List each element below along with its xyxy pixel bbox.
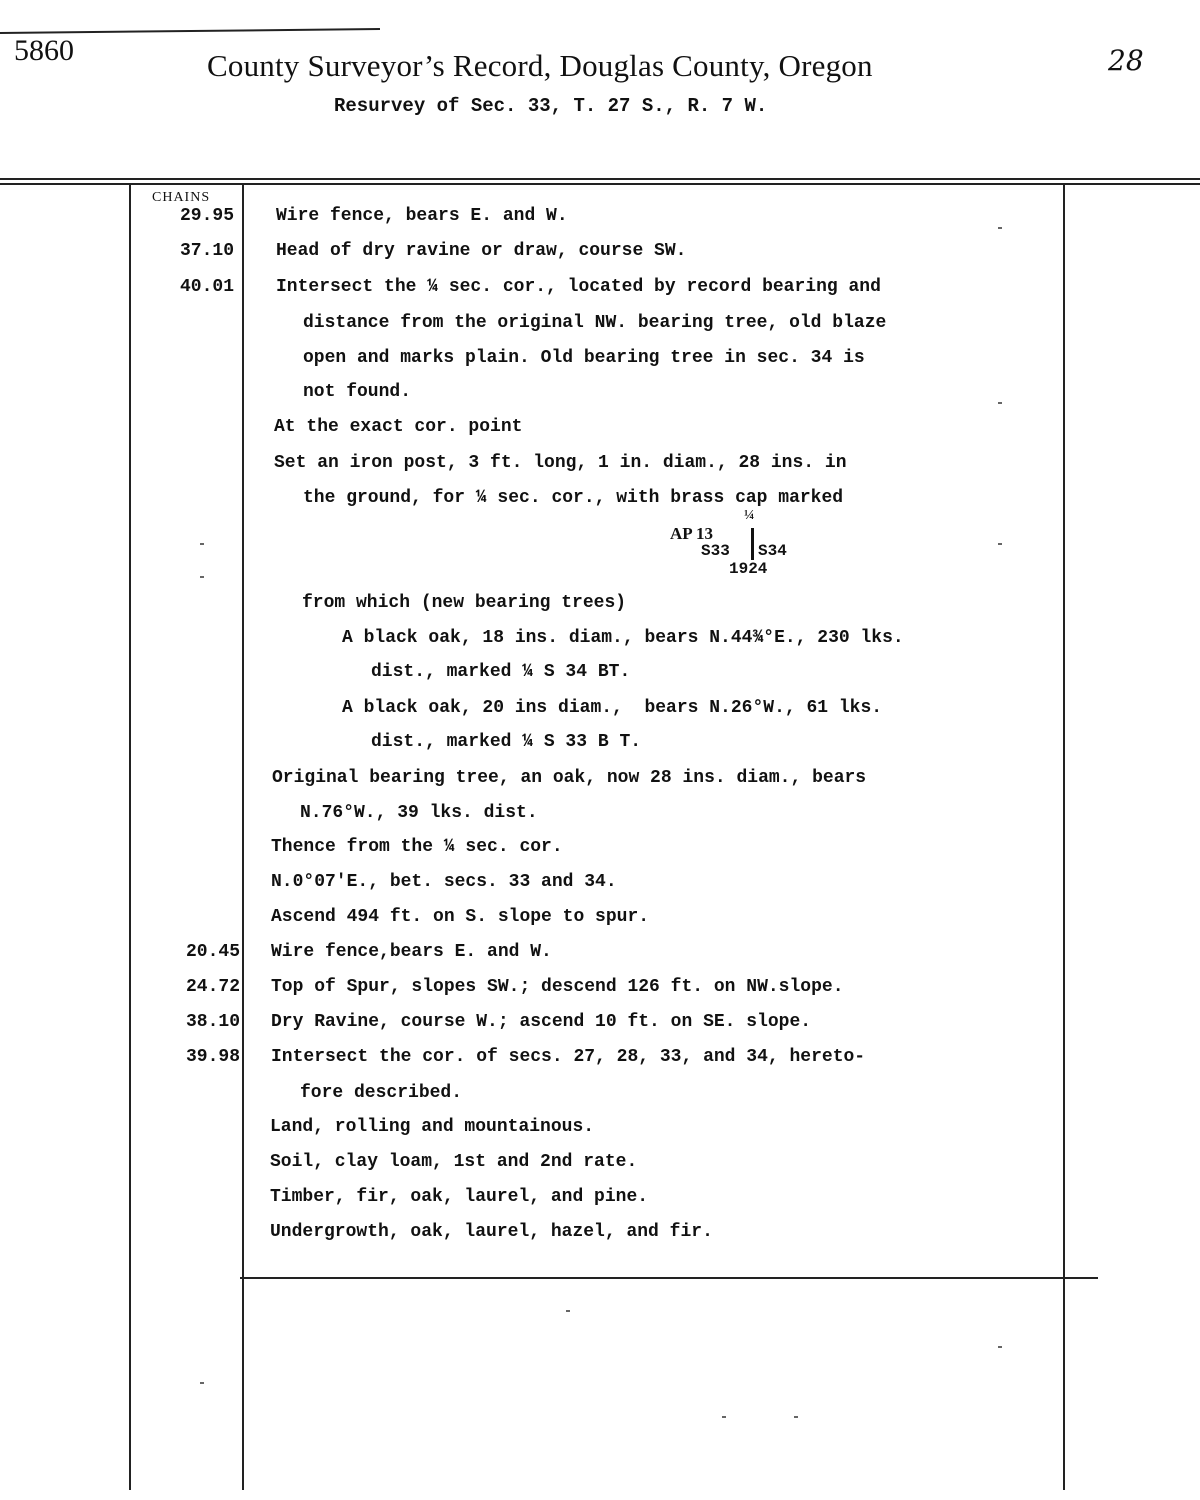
- header-rule-top: [0, 178, 1200, 180]
- record-line: A black oak, 20 ins diam., bears N.26°W., 61 lks.: [342, 698, 883, 718]
- record-line: Wire fence, bears E. and W.: [276, 206, 568, 226]
- record-line: Land, rolling and mountainous.: [270, 1117, 595, 1137]
- section-end-rule: [240, 1277, 1098, 1279]
- brass-cap-stem: [751, 528, 754, 560]
- record-line: N.76°W., 39 lks. dist.: [300, 803, 538, 823]
- record-line: Thence from the ¼ sec. cor.: [271, 837, 563, 857]
- record-line: from which (new bearing trees): [302, 593, 627, 613]
- brass-cap-quarter: ¼: [744, 508, 755, 523]
- record-line: A black oak, 18 ins. diam., bears N.44¾°E., 230 lks.: [342, 628, 904, 648]
- chain-value: 39.98: [185, 1047, 240, 1067]
- record-line: Intersect the cor. of secs. 27, 28, 33, and 34, hereto-: [271, 1047, 866, 1067]
- chain-value: 29.95: [179, 206, 234, 226]
- column-rule-middle: [242, 184, 244, 1490]
- page-subtitle: Resurvey of Sec. 33, T. 27 S., R. 7 W.: [334, 95, 768, 117]
- chains-column-header: CHAINS: [152, 190, 211, 205]
- paper-speck: [722, 1416, 726, 1418]
- chain-value: 40.01: [179, 277, 234, 297]
- paper-speck: [200, 543, 204, 545]
- paper-speck: [998, 402, 1002, 404]
- header-rule-bottom: [0, 183, 1200, 185]
- record-line: Soil, clay loam, 1st and 2nd rate.: [270, 1152, 638, 1172]
- chain-value: 38.10: [185, 1012, 240, 1032]
- chain-value: 37.10: [179, 241, 234, 261]
- page-number: 28: [1108, 44, 1144, 77]
- record-line: Wire fence,bears E. and W.: [271, 942, 552, 962]
- paper-speck: [566, 1310, 570, 1312]
- chain-value: 24.72: [185, 977, 240, 997]
- record-line: Undergrowth, oak, laurel, hazel, and fir.: [270, 1222, 713, 1242]
- paper-speck: [794, 1416, 798, 1418]
- record-line: dist., marked ¼ S 33 B T.: [371, 732, 642, 752]
- column-rule-left: [129, 184, 131, 1490]
- brass-cap-right: S34: [758, 542, 787, 560]
- paper-speck: [998, 543, 1002, 545]
- record-line: not found.: [303, 382, 412, 402]
- paper-speck: [200, 1382, 204, 1384]
- record-line: Original bearing tree, an oak, now 28 ins. diam., bears: [272, 768, 867, 788]
- brass-cap-line1: AP 13: [670, 524, 713, 543]
- record-line: Top of Spur, slopes SW.; descend 126 ft. on NW.slope.: [271, 977, 844, 997]
- document-number: 5860: [14, 34, 74, 67]
- paper-speck: [998, 1346, 1002, 1348]
- record-line: Set an iron post, 3 ft. long, 1 in. diam., 28 ins. in: [274, 453, 847, 473]
- paper-speck: [200, 576, 204, 578]
- record-line: distance from the original NW. bearing tree, old blaze: [303, 313, 887, 333]
- paper-speck: [998, 227, 1002, 229]
- chain-value: 20.45: [185, 942, 240, 962]
- record-line: the ground, for ¼ sec. cor., with brass cap marked: [303, 488, 844, 508]
- record-line: dist., marked ¼ S 34 BT.: [371, 662, 631, 682]
- record-line: Head of dry ravine or draw, course SW.: [276, 241, 687, 261]
- brass-cap-left: S33: [701, 542, 730, 560]
- record-line: Dry Ravine, course W.; ascend 10 ft. on SE. slope.: [271, 1012, 812, 1032]
- record-line: open and marks plain. Old bearing tree in sec. 34 is: [303, 348, 865, 368]
- record-line: N.0°07'E., bet. secs. 33 and 34.: [271, 872, 617, 892]
- record-line: Ascend 494 ft. on S. slope to spur.: [271, 907, 650, 927]
- column-rule-right: [1063, 184, 1065, 1490]
- record-line: At the exact cor. point: [274, 417, 523, 437]
- record-line: Timber, fir, oak, laurel, and pine.: [270, 1187, 649, 1207]
- record-line: fore described.: [300, 1083, 463, 1103]
- page-title: County Surveyor’s Record, Douglas County, Oregon: [207, 48, 873, 83]
- brass-cap-year: 1924: [729, 560, 768, 578]
- record-line: Intersect the ¼ sec. cor., located by record bearing and: [276, 277, 881, 297]
